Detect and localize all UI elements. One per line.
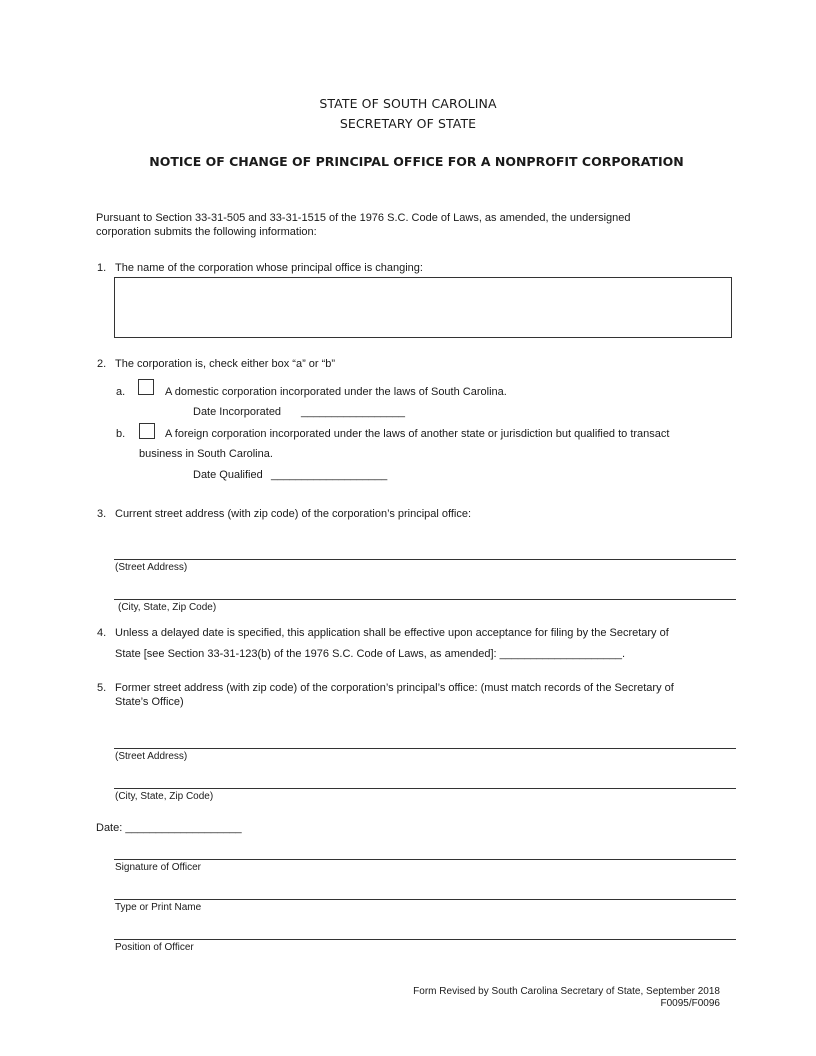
date-incorporated-label: Date Incorporated	[193, 406, 282, 418]
former-city-state-zip-caption: (City, State, Zip Code)	[115, 791, 214, 802]
item-4-line-1: Unless a delayed date is specified, this application shall be effective upon acceptance for filing by the Secretary of	[115, 627, 669, 639]
foreign-corporation-checkbox[interactable]	[139, 423, 155, 439]
domestic-corporation-checkbox[interactable]	[138, 379, 154, 395]
item-3-number: 3.	[97, 508, 107, 520]
item-4-line-2: State [see Section 33-31-123(b) of the 1976 S.C. Code of Laws, as amended]: ____________________.	[115, 648, 626, 660]
date-field[interactable]: Date: ___________________	[96, 822, 242, 834]
item-5-line-1: Former street address (with zip code) of the corporation’s principal’s office: (must match records of the Secretary of	[115, 682, 674, 694]
date-qualified-label: Date Qualified	[193, 469, 263, 481]
option-b-letter: b.	[116, 428, 126, 440]
signature-caption: Signature of Officer	[115, 862, 201, 873]
signature-line[interactable]	[114, 859, 736, 860]
current-street-address-line[interactable]	[114, 559, 736, 560]
former-street-address-caption: (Street Address)	[115, 751, 188, 762]
intro-line-1: Pursuant to Section 33-31-505 and 33-31-1515 of the 1976 S.C. Code of Laws, as amended, the undersigned	[96, 212, 631, 224]
position-line[interactable]	[114, 939, 736, 940]
option-b-text: A foreign corporation incorporated under the laws of another state or jurisdiction but qualified to transact	[165, 428, 670, 440]
corporation-name-field[interactable]	[114, 277, 732, 338]
current-city-state-zip-line[interactable]	[114, 599, 736, 600]
item-3-label: Current street address (with zip code) of the corporation’s principal office:	[115, 508, 472, 520]
date-qualified-field[interactable]: ___________________	[271, 469, 388, 481]
office-heading: SECRETARY OF STATE	[339, 116, 477, 131]
form-number: F0095/F0096	[660, 998, 720, 1009]
option-b-text-continued: business in South Carolina.	[139, 448, 273, 460]
item-2-number: 2.	[97, 358, 107, 370]
item-5-number: 5.	[97, 682, 107, 694]
former-street-address-line[interactable]	[114, 748, 736, 749]
state-heading: STATE OF SOUTH CAROLINA	[319, 96, 497, 111]
item-5-line-2: State’s Office)	[115, 696, 184, 708]
item-1-number: 1.	[97, 262, 107, 274]
form-title: NOTICE OF CHANGE OF PRINCIPAL OFFICE FOR A NONPROFIT CORPORATION	[149, 154, 684, 169]
print-name-caption: Type or Print Name	[115, 902, 202, 913]
position-caption: Position of Officer	[115, 942, 194, 953]
intro-line-2: corporation submits the following information:	[96, 226, 317, 238]
current-street-address-caption: (Street Address)	[115, 562, 188, 573]
date-incorporated-field[interactable]: _________________	[301, 406, 406, 418]
option-a-text: A domestic corporation incorporated under the laws of South Carolina.	[165, 386, 507, 398]
former-city-state-zip-line[interactable]	[114, 788, 736, 789]
item-2-label: The corporation is, check either box “a” or “b”	[115, 358, 336, 370]
option-a-letter: a.	[116, 386, 126, 398]
current-city-state-zip-caption: (City, State, Zip Code)	[118, 602, 217, 613]
form-revised-note: Form Revised by South Carolina Secretary of State, September 2018	[413, 986, 720, 997]
item-1-label: The name of the corporation whose principal office is changing:	[115, 262, 423, 274]
item-4-number: 4.	[97, 627, 107, 639]
print-name-line[interactable]	[114, 899, 736, 900]
